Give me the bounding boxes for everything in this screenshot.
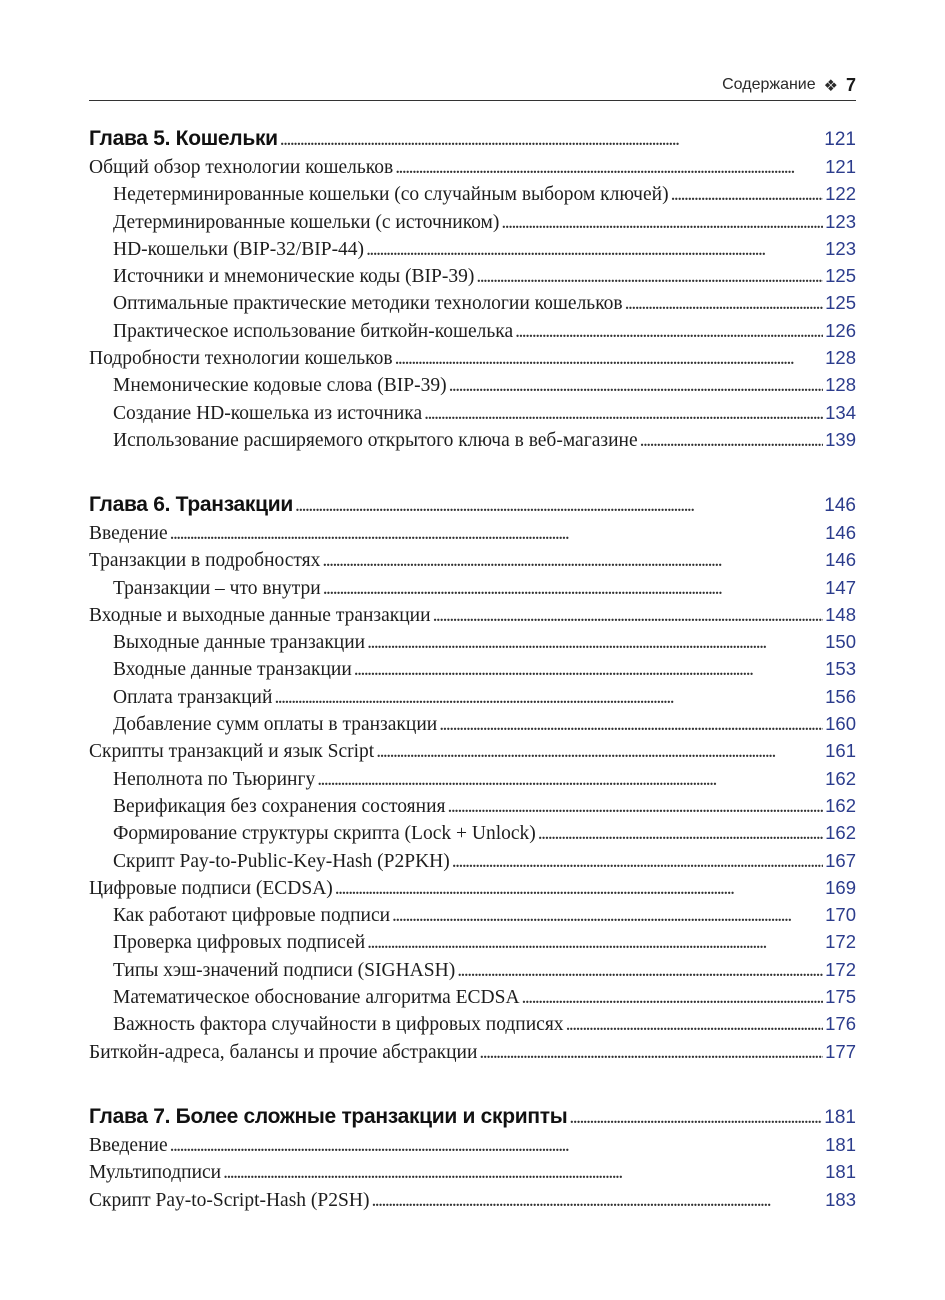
dot-leader — [457, 957, 823, 984]
toc-entry[interactable] — [89, 737, 856, 764]
toc-entry[interactable] — [89, 371, 856, 398]
entry-page: 150 — [825, 631, 856, 653]
toc-entry[interactable] — [89, 344, 856, 371]
entry-page: 172 — [825, 931, 856, 953]
dot-leader — [625, 290, 823, 317]
dot-leader — [522, 984, 824, 1011]
toc-entry[interactable] — [89, 317, 856, 344]
dot-leader — [366, 236, 823, 263]
entry-page: 126 — [825, 319, 856, 341]
chapter-page: 121 — [824, 129, 856, 150]
toc-entry[interactable] — [89, 208, 856, 235]
dot-leader — [447, 793, 823, 820]
dot-leader — [323, 575, 823, 602]
dot-leader — [170, 520, 824, 547]
page-number: 7 — [845, 74, 856, 95]
entry-title: Важность фактора случайности в цифровых подписях — [113, 1014, 564, 1036]
entry-page: 167 — [825, 849, 856, 871]
toc-entry[interactable] — [89, 628, 856, 655]
entry-page: 139 — [825, 428, 856, 450]
dot-leader — [395, 154, 823, 181]
entry-title: Верификация без сохранения состояния — [113, 795, 446, 817]
dot-leader — [295, 489, 822, 523]
entry-title: Формирование структуры скрипта (Lock + Unlock) — [113, 823, 536, 845]
entry-page: 172 — [825, 958, 856, 980]
entry-title: Мнемонические кодовые слова (BIP-39) — [113, 375, 447, 397]
running-header — [89, 74, 856, 96]
entry-title: Типы хэш-значений подписи (SIGHASH) — [113, 959, 456, 981]
entry-page: 162 — [825, 767, 856, 789]
entry-title: Практическое использование биткойн-кошелька — [113, 320, 514, 342]
entry-page: 181 — [825, 1161, 856, 1183]
entry-page: 169 — [825, 876, 856, 898]
dot-leader — [274, 684, 823, 711]
dot-leader — [566, 1011, 824, 1038]
entry-title: Использование расширяемого открытого ключа в веб-магазине — [113, 429, 638, 451]
chapter-title: Глава 6. Транзакции — [89, 493, 293, 516]
chapter-page: 181 — [824, 1107, 856, 1128]
toc-entry[interactable] — [89, 601, 856, 628]
entry-title: Создание HD-кошелька из источника — [113, 402, 423, 424]
entry-title: Транзакции – что внутри — [113, 577, 321, 599]
entry-page: 121 — [825, 156, 856, 177]
entry-page: 146 — [825, 522, 856, 543]
toc-entry[interactable] — [89, 847, 856, 874]
dot-leader — [223, 1159, 823, 1186]
entry-title: Проверка цифровых подписей — [113, 932, 366, 954]
toc-entry[interactable] — [89, 235, 856, 262]
entry-page: 134 — [825, 401, 856, 423]
toc-entry[interactable] — [89, 153, 856, 180]
dot-leader — [354, 656, 823, 683]
header-rule — [89, 100, 856, 101]
entry-title: Математическое обоснование алгоритма ECDSA — [113, 987, 520, 1009]
dot-leader — [395, 345, 824, 372]
toc-entry[interactable] — [89, 765, 856, 792]
dot-leader — [452, 848, 823, 875]
entry-page: 125 — [825, 265, 856, 287]
chapter-title: Глава 7. Более сложные транзакции и скрипты — [89, 1105, 568, 1128]
dot-leader — [371, 1187, 823, 1214]
entry-title: Источники и мнемонические коды (BIP-39) — [113, 266, 475, 288]
entry-page: 123 — [825, 210, 856, 232]
header-title: Содержание — [722, 76, 816, 93]
entry-title: Введение — [89, 523, 168, 544]
dot-leader — [335, 875, 823, 902]
toc-entry[interactable] — [89, 819, 856, 846]
entry-title: Входные и выходные данные транзакции — [89, 604, 431, 626]
toc-entry[interactable] — [89, 1158, 856, 1185]
entry-title: Биткойн-адреса, балансы и прочие абстракции — [89, 1041, 478, 1063]
entry-title: Скрипт Pay-to-Public-Key-Hash (P2PKH) — [113, 850, 450, 872]
toc-entry[interactable] — [89, 901, 856, 928]
toc-entry[interactable] — [89, 710, 856, 737]
entry-title: Оптимальные практические методики технологии кошельков — [113, 293, 623, 315]
entry-page: 161 — [825, 740, 856, 762]
entry-page: 162 — [825, 794, 856, 816]
toc-entry[interactable] — [89, 956, 856, 983]
chapter-7 — [89, 1100, 856, 1213]
dot-leader — [479, 1039, 823, 1066]
entry-page: 128 — [825, 374, 856, 396]
dot-leader — [501, 209, 823, 236]
dot-leader — [439, 711, 823, 738]
toc-entry[interactable] — [89, 792, 856, 819]
entry-page: 181 — [825, 1134, 856, 1155]
dot-leader — [424, 400, 823, 427]
chapter-page: 146 — [824, 495, 856, 516]
toc-entry[interactable] — [89, 683, 856, 710]
entry-title: HD-кошельки (BIP-32/BIP-44) — [113, 238, 365, 260]
entry-page: 153 — [825, 658, 856, 680]
entry-title: Входные данные транзакции — [113, 659, 352, 681]
chapter-heading[interactable] — [89, 488, 856, 522]
entry-page: 183 — [825, 1188, 856, 1210]
entry-page: 176 — [825, 1013, 856, 1035]
dot-leader — [449, 372, 824, 399]
dot-leader — [170, 1132, 824, 1159]
entry-page: 123 — [825, 237, 856, 259]
dot-leader — [317, 766, 823, 793]
entry-page: 122 — [825, 183, 856, 205]
toc-entry[interactable] — [89, 928, 856, 955]
toc-entry[interactable] — [89, 399, 856, 426]
toc-entry[interactable] — [89, 180, 856, 207]
chapter-heading[interactable] — [89, 122, 856, 156]
entry-page: 162 — [825, 822, 856, 844]
entry-title: Введение — [89, 1135, 168, 1156]
entry-title: Оплата транзакций — [113, 686, 273, 708]
toc-entry[interactable] — [89, 426, 856, 453]
chapter-title: Глава 5. Кошельки — [89, 127, 278, 150]
entry-page: 147 — [825, 576, 856, 598]
dot-leader — [433, 602, 824, 629]
entry-title: Скрипт Pay-to-Script-Hash (P2SH) — [89, 1189, 370, 1211]
dot-leader — [476, 263, 823, 290]
ornament-icon: ❖ — [823, 75, 838, 95]
toc-entry[interactable] — [89, 262, 856, 289]
entry-page: 175 — [825, 986, 856, 1008]
toc-entry[interactable] — [89, 1038, 856, 1065]
dot-leader — [569, 1101, 822, 1135]
toc-entry[interactable] — [89, 1186, 856, 1213]
entry-page: 160 — [825, 713, 856, 735]
dot-leader — [671, 181, 824, 208]
entry-title: Подробности технологии кошельков — [89, 348, 393, 370]
entry-title: Неполнота по Тьюрингу — [113, 768, 316, 790]
entry-title: Скрипты транзакций и язык Script — [89, 741, 375, 763]
entry-title: Недетерминированные кошельки (со случайным выбором ключей) — [113, 184, 669, 206]
chapter-6 — [89, 488, 856, 1065]
dot-leader — [376, 738, 823, 765]
entry-page: 128 — [825, 347, 856, 369]
dot-leader — [392, 902, 823, 929]
entry-title: Выходные данные транзакции — [113, 632, 366, 654]
entry-title: Добавление сумм оплаты в транзакции — [113, 714, 438, 736]
entry-title: Детерминированные кошельки (с источником) — [113, 211, 500, 233]
entry-page: 148 — [825, 603, 856, 625]
dot-leader — [515, 318, 823, 345]
dot-leader — [367, 929, 823, 956]
toc-entry[interactable] — [89, 983, 856, 1010]
chapter-heading[interactable] — [89, 1100, 856, 1134]
toc-entry[interactable] — [89, 1010, 856, 1037]
entry-title: Цифровые подписи (ECDSA) — [89, 877, 333, 899]
entry-page: 170 — [825, 904, 856, 926]
chapter-5 — [89, 122, 856, 453]
dot-leader — [280, 123, 823, 157]
entry-page: 156 — [825, 685, 856, 707]
dot-leader — [538, 820, 823, 847]
toc-entry[interactable] — [89, 519, 856, 546]
dot-leader — [640, 427, 824, 454]
toc-entry[interactable] — [89, 546, 856, 573]
entry-page: 125 — [825, 292, 856, 314]
entry-title: Мультиподписи — [89, 1162, 222, 1184]
entry-title: Как работают цифровые подписи — [113, 905, 391, 927]
toc-entry[interactable] — [89, 1131, 856, 1158]
entry-title: Общий обзор технологии кошельков — [89, 157, 394, 178]
toc-entry[interactable] — [89, 655, 856, 682]
toc-entry[interactable] — [89, 289, 856, 316]
entry-page: 177 — [825, 1040, 856, 1062]
dot-leader — [367, 629, 823, 656]
entry-page: 146 — [825, 549, 856, 571]
entry-title: Транзакции в подробностях — [89, 550, 321, 572]
toc-entry[interactable] — [89, 574, 856, 601]
toc-entry[interactable] — [89, 874, 856, 901]
dot-leader — [322, 547, 823, 574]
